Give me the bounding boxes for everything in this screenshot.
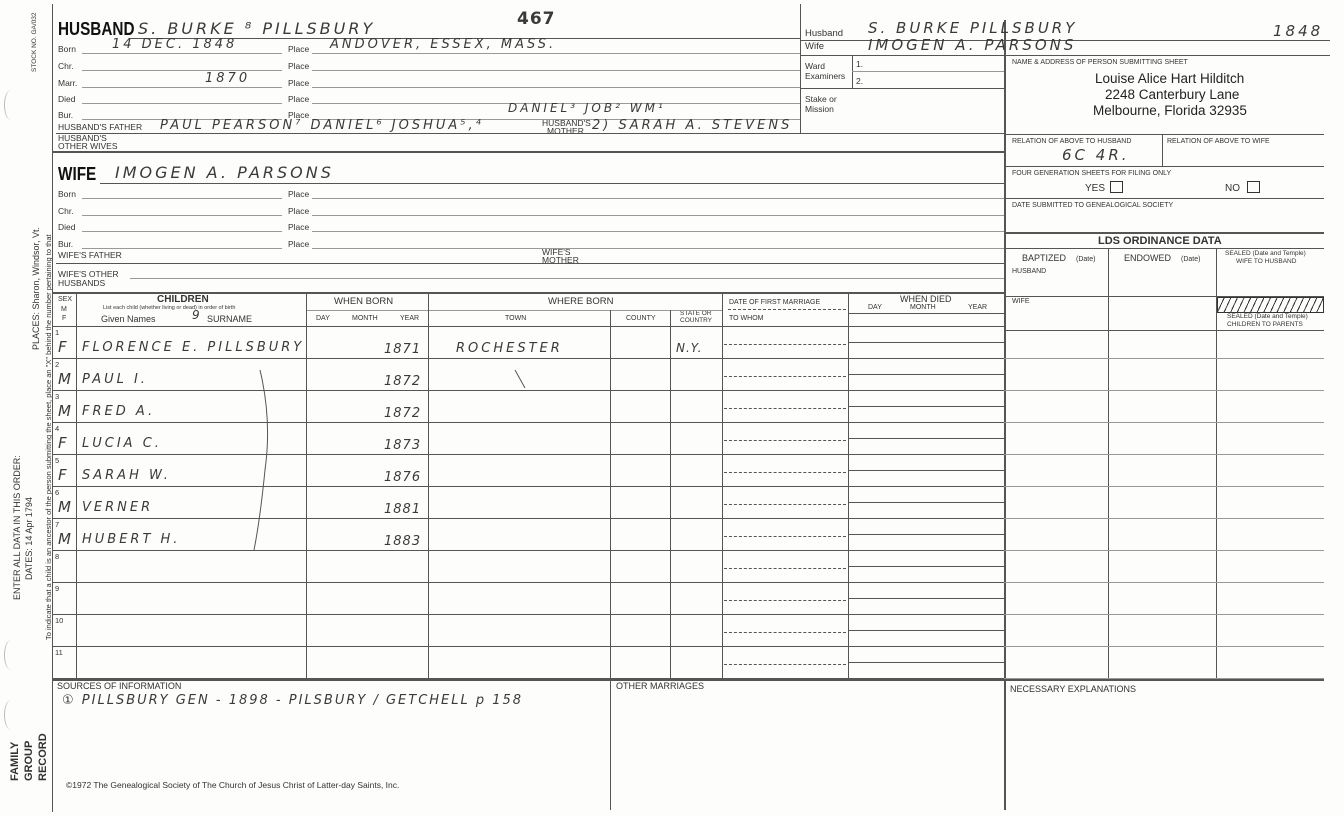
death-date-line [848,534,1004,535]
rule [82,215,282,216]
child-name: FRED A. [82,404,156,419]
rule [76,292,77,678]
child-number: 11 [55,648,63,657]
form-title-family: FAMILY [9,741,21,781]
child-sex: F [58,466,68,484]
death-date-line [848,406,1004,407]
death-date-line [848,438,1004,439]
row-divider [52,646,1004,647]
wife-other-label: WIFE'S OTHER [58,269,119,279]
when-born-header: WHEN BORN [334,296,394,307]
rule [1108,248,1109,680]
born-label: Born [58,44,76,54]
dates-note: DATES: 14 Apr 1794 [24,497,34,580]
sealed-c2p-label: SEALED (Date and Temple) [1227,313,1308,320]
yes-checkbox[interactable] [1110,181,1123,193]
submitter-name: Louise Alice Hart Hilditch [1095,71,1245,86]
husband-born-date: 14 DEC. 1848 [112,37,238,52]
rule [52,151,1004,153]
death-date-line [848,342,1004,343]
sealed-w2h-label-2: WIFE TO HUSBAND [1236,258,1297,265]
marriage-date-line [724,376,846,377]
town-header: TOWN [505,315,527,322]
place-label: Place [288,44,310,54]
marriage-date-line [724,600,846,601]
country-header: COUNTRY [680,317,713,324]
death-date-line [848,598,1004,599]
death-date-line [848,502,1004,503]
lds-wife-label: WIFE [1012,298,1030,305]
first-marriage-header: DATE OF FIRST MARRIAGE [729,299,821,306]
rule [312,53,800,54]
rule [800,88,1004,89]
wife-heading: WIFE [58,164,97,184]
rule [728,309,846,310]
rule [610,310,611,810]
rule [82,103,282,104]
lds-title: LDS ORDINANCE DATA [1098,235,1222,247]
child-birth-town: ROCHESTER [456,341,563,356]
place-label: Place [288,239,310,249]
wife-father-label: WIFE'S FATHER [58,250,122,260]
frame-left [52,4,53,812]
month-header: MONTH [352,315,378,322]
marriage-date-line [724,440,846,441]
child-name: SARAH W. [82,468,171,483]
chr-label: Chr. [58,61,74,71]
wife-other-label-2: HUSBANDS [58,278,106,288]
husband-mother-label-2: MOTHER [547,126,584,136]
date-submitted-label: DATE SUBMITTED TO GENEALOGICAL SOCIETY [1012,202,1174,209]
rule [1162,134,1163,166]
marriage-date-line [724,632,846,633]
rule [312,198,1004,199]
died-year-header: YEAR [968,304,988,311]
copyright: ©1972 The Genealogical Society of The Church of Jesus Christ of Latter-day Saints, Inc. [66,780,400,790]
no-label: NO [1225,183,1240,194]
examiners-label: Examiners [805,71,846,81]
sex-header: SEX [58,296,73,303]
marriage-date-line [724,504,846,505]
death-date-line [848,630,1004,631]
lds-row-divider [1004,550,1324,551]
husband-father-label: HUSBAND'S FATHER [58,122,143,132]
rule [670,310,671,678]
examiner-1: 1. [856,59,864,69]
wife-name: IMOGEN A. PARSONS [115,163,334,182]
sources-label: SOURCES OF INFORMATION [57,681,182,691]
died-label: Died [58,94,76,104]
sex-f: F [62,315,67,322]
lds-row-divider [1004,646,1324,647]
stock-number: STOCK NO. GA/032 [31,12,38,72]
places-note: PLACES: Sharon, Windsor, Vt. [31,226,41,350]
surname-header: SURNAME [207,314,253,324]
four-gen-label: FOUR GENERATION SHEETS FOR FILING ONLY [1012,170,1172,177]
death-date-line [848,662,1004,663]
wife-mother-label: WIFE'S [542,247,571,257]
rule [82,248,282,249]
rule [130,278,1004,279]
rule [1004,166,1324,167]
necessary-explanations-label: NECESSARY EXPLANATIONS [1010,684,1137,694]
marriage-date-line [724,344,846,345]
baptized-label: BAPTIZED [1022,253,1067,263]
handwritten-strokes [240,360,540,560]
child-number: 2 [55,360,60,369]
rule [1004,248,1324,249]
frame-right-divider [1004,20,1006,810]
other-wives-label-2: OTHER WIVES [58,141,118,151]
lds-row-divider [1004,486,1324,487]
child-sex: F [58,434,68,452]
place-label: Place [288,206,310,216]
child-number: 10 [55,616,64,625]
rule [306,310,722,311]
rule [52,326,1004,327]
husband-name: S. BURKE ⁸ PILLSBURY [138,19,376,38]
child-birth-year: 1872 [384,406,422,421]
husband-marr-date: 1870 [205,71,251,86]
died-day-header: DAY [868,304,882,311]
husband-heading: HUSBAND [58,19,135,39]
husband-mother-label: HUSBAND'S [542,118,591,128]
rule [56,263,1004,264]
died-label: Died [58,222,76,232]
rule [312,248,1004,249]
header-wife-name: IMOGEN A. PARSONS [868,36,1077,54]
indicate-note: To indicate that a child is an ancestor of the person submitting the sheet, place an "X" behind the number pertaining to that [44,234,53,640]
sealed-c2p-label-2: CHILDREN TO PARENTS [1227,321,1303,328]
children-header: CHILDREN [157,294,209,305]
mission-label: Mission [805,104,834,114]
rule [82,231,282,232]
punch-mark [4,90,18,120]
relation-husband-label: RELATION OF ABOVE TO HUSBAND [1012,138,1132,145]
sealed-w2h-label: SEALED (Date and Temple) [1225,250,1306,257]
relation-wife-label: RELATION OF ABOVE TO WIFE [1167,138,1270,145]
sex-m: M [61,306,67,313]
rule [312,231,1004,232]
day-header: DAY [316,315,330,322]
rule [82,53,282,54]
bur-label: Bur. [58,239,74,249]
state-header: STATE OR [680,310,712,317]
row-divider [52,358,1004,359]
header-year: 1848 [1273,22,1324,40]
child-name: VERNER [82,500,154,515]
rule [722,292,723,678]
rule [1004,232,1324,234]
rule [848,292,849,678]
husband-number: 467 [517,9,556,29]
child-number: 6 [55,488,60,497]
rule [312,215,1004,216]
punch-mark [4,700,18,730]
lds-row-divider [1004,614,1324,615]
rule [82,70,282,71]
frame-mid-top [800,4,801,134]
endowed-date-label: (Date) [1181,256,1201,263]
submitter-city: Melbourne, Florida 32935 [1093,103,1247,118]
child-sex: M [58,530,72,548]
sources-value: ① PILLSBURY GEN - 1898 - PILSBURY / GETCHELL p 158 [62,693,524,708]
lds-row-divider [1004,390,1324,391]
rule [56,133,1004,134]
child-number: 4 [55,424,60,433]
lds-row-divider [1004,454,1324,455]
child-birth-year: 1871 [384,342,422,357]
place-label: Place [288,94,310,104]
child-name: HUBERT H. [82,532,181,547]
place-label: Place [288,222,310,232]
death-date-line [848,470,1004,471]
rule [82,198,282,199]
child-birth-year: 1883 [384,534,422,549]
husband-father-extra: DANIEL³ JOB² WM¹ [508,101,666,115]
rule [1004,330,1324,331]
child-sex: M [58,370,72,388]
child-name: PAUL I. [82,372,148,387]
form-title-group: GROUP [23,740,35,781]
child-birth-year: 1872 [384,374,422,389]
child-sex: M [58,498,72,516]
endowed-label: ENDOWED [1124,253,1171,263]
stake-label: Stake or [805,94,837,104]
child-sex: F [58,338,68,356]
husband-father: PAUL PEARSON⁷ DANIEL⁶ JOSHUA⁵,⁴ [160,118,484,133]
place-label: Place [288,110,310,120]
marriage-date-line [724,568,846,569]
rule [848,313,1004,314]
when-died-header: WHEN DIED [900,294,952,304]
child-number: 3 [55,392,60,401]
hatched-area [1217,297,1324,313]
children-note: List each child (whether living or dead) in order of birth [103,305,236,311]
died-month-header: MONTH [910,304,936,311]
child-birth-year: 1876 [384,470,422,485]
rule [852,71,1004,72]
submitter-street: 2248 Canterbury Lane [1105,87,1240,102]
rule [1004,198,1324,199]
child-number: 8 [55,552,60,561]
wife-mother-label-2: MOTHER [542,255,579,265]
row-divider [52,614,1004,615]
ward-label: Ward [805,61,825,71]
marriage-date-line [724,472,846,473]
child-birth-year: 1873 [384,438,422,453]
child-number: 7 [55,520,60,529]
submitter-label: NAME & ADDRESS OF PERSON SUBMITTING SHEET [1012,59,1188,66]
place-label: Place [288,61,310,71]
child-name: LUCIA C. [82,436,162,451]
row-divider [52,582,1004,583]
child-birth-state: N.Y. [676,341,703,355]
rule [82,87,282,88]
lds-row-divider [1004,358,1324,359]
chr-label: Chr. [58,206,74,216]
rule [100,183,1004,184]
born-label: Born [58,189,76,199]
header-wife-label: Wife [805,41,824,52]
where-born-header: WHERE BORN [548,296,614,307]
relation-husband-value: 6C 4R. [1062,146,1130,164]
marriage-date-line [724,664,846,665]
bur-label: Bur. [58,110,74,120]
marriage-date-line [724,536,846,537]
other-wives-label: HUSBAND'S [58,133,107,143]
rule [312,87,800,88]
baptized-date-label: (Date) [1076,256,1096,263]
enter-all-note: ENTER ALL DATA IN THIS ORDER: [12,455,22,600]
header-husband-name: S. BURKE PILLSBURY [868,19,1078,37]
rule [800,55,1330,56]
child-name: FLORENCE E. PILLSBURY [82,340,305,355]
yes-label: YES [1085,183,1106,194]
child-birth-year: 1881 [384,502,422,517]
lds-husband-label: HUSBAND [1012,268,1047,275]
child-number: 5 [55,456,60,465]
death-date-line [848,374,1004,375]
county-header: COUNTY [626,315,656,322]
other-marriages-label: OTHER MARRIAGES [616,681,705,691]
lds-row-divider [1004,518,1324,519]
rule [312,70,800,71]
year-header: YEAR [400,315,420,322]
to-whom-header: TO WHOM [729,315,764,322]
examiner-2: 2. [856,76,864,86]
lds-row-divider [1004,422,1324,423]
rule [1004,134,1324,135]
death-date-line [848,566,1004,567]
marr-label: Marr. [58,78,78,88]
husband-mother: 2) SARAH A. STEVENS [592,118,793,133]
child-number: 9 [55,584,60,593]
given-names-header: Given Names [101,314,156,324]
header-husband-label: Husband [805,28,844,39]
form-title-record: RECORD [37,733,49,781]
punch-mark [4,640,18,670]
place-label: Place [288,78,310,88]
marriage-date-line [724,408,846,409]
child-number: 1 [55,328,60,337]
lds-row-divider [1004,582,1324,583]
child-sex: M [58,402,72,420]
husband-born-place: ANDOVER, ESSEX, MASS. [330,37,557,52]
no-checkbox[interactable] [1247,181,1260,193]
place-label: Place [288,189,310,199]
surname-mark: 9 [192,308,203,322]
